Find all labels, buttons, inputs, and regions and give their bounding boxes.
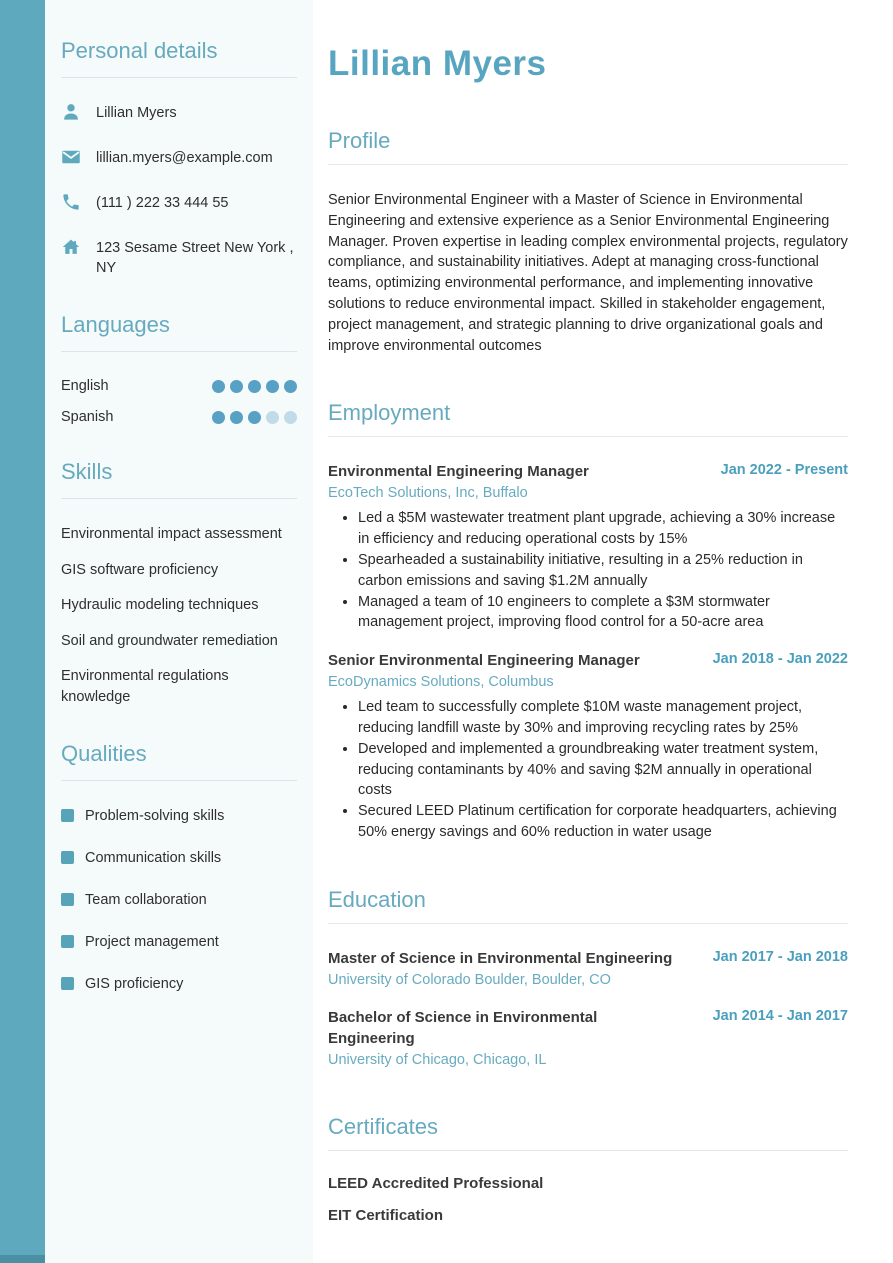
level-dot-filled [212,380,225,393]
education-entry [328,948,848,990]
education-dates: Jan 2017 - Jan 2018 [712,948,848,965]
certificate-item: EIT Certification [328,1206,444,1224]
accent-stripe-bottom [0,1255,45,1263]
job-dates: Jan 2018 - Jan 2022 [712,651,848,668]
entry-header [328,948,848,969]
quality-item [61,848,297,868]
sidebar [45,0,313,1263]
skill-item: Environmental impact assessment [61,526,282,542]
achievement-item: • Spearheaded a sustainability initiative, resulting in a 25% reduction in carbon emissions and saving $1.2M annually [358,550,848,592]
qualities-section [61,741,297,994]
job-dates: Jan 2022 - Present [720,462,848,479]
language-row [61,378,297,394]
language-level-dots [212,380,297,393]
quality-item [61,890,297,910]
job-company: EcoDynamics Solutions, Columbus [328,674,554,691]
quality-item [61,932,297,952]
entry-header [328,650,848,671]
skills-title: Skills [61,459,297,499]
skill-item: Soil and groundwater remediation [61,632,278,649]
skills-section [61,459,297,707]
employment-title: Employment [328,400,848,437]
achievement-item: • Led a $5M wastewater treatment plant upgrade, achieving a 30% increase in efficiency and reducing operational costs by 15% [358,508,848,550]
degree-name: Bachelor of Science in Environmental Engineering [328,1008,598,1047]
entry-header [328,1007,848,1049]
contact-row-name [61,102,297,123]
quality-label: Team collaboration [85,892,207,908]
home-icon [61,237,81,257]
language-level-dots [212,411,297,424]
level-dot-filled [284,380,297,393]
contact-row-email [61,147,297,168]
level-dot-filled [230,380,243,393]
profile-section [328,128,848,356]
personal-details-title: Personal details [61,38,297,78]
quality-label: GIS proficiency [85,976,184,992]
bullet-square-icon [61,977,74,990]
job-role: Senior Environmental Engineering Manager [328,652,640,670]
phone-icon [61,192,81,212]
profile-title: Profile [328,128,848,165]
contact-name-text: Lillian Myers [96,105,177,121]
employment-entry [328,650,848,843]
qualities-title: Qualities [61,741,297,781]
achievement-item: • Developed and implemented a groundbreaking water treatment system, reducing contaminants by 40% and saving $2M annually in operational costs [358,739,848,801]
level-dot-filled [248,380,261,393]
contact-email-text: lillian.myers@example.com [96,150,273,166]
skill-item: Environmental regulations knowledge [61,668,229,705]
education-entry [328,1007,848,1070]
profile-text: Senior Environmental Engineer with a Master of Science in Environmental Engineering and extensive experience as a Senior Environmental Engineering Manager. Proven expertise in leading complex environmental projects, regulatory compliance, and sustainability initiatives. Adept at managing cross-functional teams, optimizing environmental performance, and implementing innovative solutions to reduce environmental impact. Skilled in stakeholder engagement, project management, and strategic planning to drive organizational goals and improve environmental outcomes [328,192,848,354]
education-dates: Jan 2014 - Jan 2017 [712,1007,848,1024]
contact-row-phone [61,192,297,213]
contact-row-address [61,237,297,278]
main-content [313,0,893,1263]
level-dot-filled [212,411,225,424]
achievement-item: • Led team to successfully complete $10M waste management project, reducing landfill waste by 30% and improving recycling rates by 25% [358,697,848,739]
level-dot-filled [230,411,243,424]
languages-title: Languages [61,312,297,352]
bullet-square-icon [61,893,74,906]
contact-address-text: 123 Sesame Street New York , NY [96,240,294,276]
employment-entry [328,461,848,633]
education-title: Education [328,887,848,924]
language-row [61,409,297,425]
school-name: University of Chicago, Chicago, IL [328,1051,547,1068]
quality-item [61,974,297,994]
level-dot-filled [248,411,261,424]
mail-icon [61,147,81,167]
degree-name: Master of Science in Environmental Engineering [328,949,673,967]
education-section [328,887,848,1070]
achievement-item: • Managed a team of 10 engineers to complete a $3M stormwater management project, improving flood control for a 50-acre area [358,592,848,634]
level-dot-empty [266,411,279,424]
quality-item [61,806,297,826]
contact-phone-text: (111 ) 222 33 444 55 [96,195,229,211]
personal-details-section [61,38,297,278]
bullet-square-icon [61,809,74,822]
quality-label: Communication skills [85,850,222,866]
skill-item: Hydraulic modeling techniques [61,597,259,613]
person-name: Lillian Myers [328,44,547,83]
level-dot-empty [284,411,297,424]
job-role: Environmental Engineering Manager [328,463,589,481]
language-name: Spanish [61,409,114,425]
school-name: University of Colorado Boulder, Boulder, CO [328,971,611,988]
entry-header [328,461,848,482]
employment-section [328,400,848,842]
language-name: English [61,378,109,394]
job-company: EcoTech Solutions, Inc, Buffalo [328,485,528,502]
certificates-section [328,1114,848,1224]
bullet-square-icon [61,935,74,948]
certificates-title: Certificates [328,1114,848,1151]
job-achievements-list [328,508,848,633]
skill-item: GIS software proficiency [61,561,219,578]
languages-section [61,312,297,425]
quality-label: Problem-solving skills [85,808,225,824]
certificate-item: LEED Accredited Professional [328,1174,544,1192]
job-achievements-list [328,697,848,843]
bullet-square-icon [61,851,74,864]
quality-label: Project management [85,934,219,950]
user-icon [61,102,81,122]
achievement-item: • Secured LEED Platinum certification for corporate headquarters, achieving 50% energy savings and 60% reduction in water usage [358,801,848,843]
accent-stripe [0,0,45,1263]
level-dot-filled [266,380,279,393]
